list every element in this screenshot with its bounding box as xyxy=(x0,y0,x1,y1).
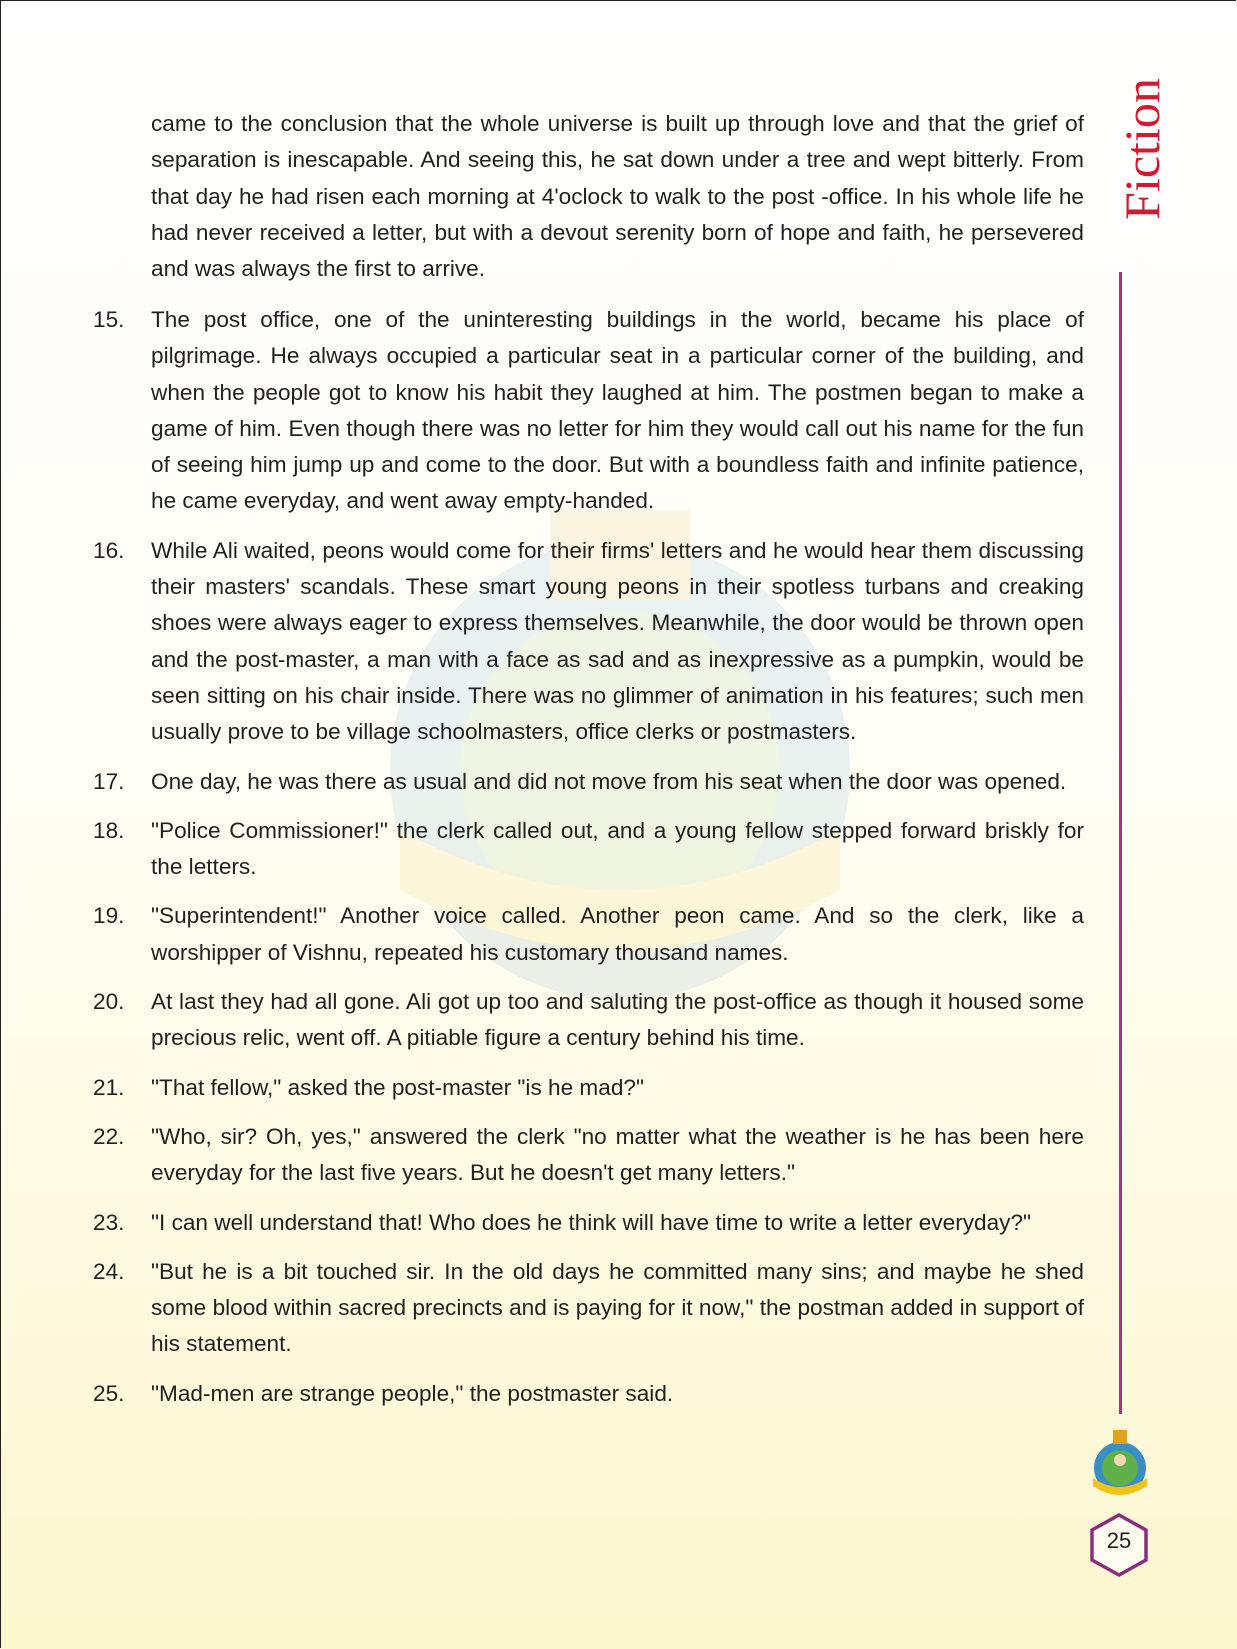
item-text: One day, he was there as usual and did not move from his seat when the door was opened. xyxy=(151,768,1067,794)
list-item xyxy=(93,533,1084,751)
item-number: 20. xyxy=(93,989,125,1015)
page-number: 25 xyxy=(1106,1528,1132,1553)
item-text: "I can well understand that! Who does he think will have time to write a letter everyday?" xyxy=(151,1209,1032,1235)
item-number: 17. xyxy=(93,768,125,794)
item-number: 16. xyxy=(93,537,125,563)
item-text: While Ali waited, peons would come for their firms' letters and he would hear them discussing their masters' scandals. These smart young peons in their spotless turbans and creaking shoes were always eager to express themselves. Meanwhile, the door would be thrown open and the post-master, a man with a face as sad and as inexpressive as a pumpkin, would be seen sitting on his chair inside. There was no glimmer of animation in his features; such men usually prove to be village schoolmasters, office clerks or postmasters. xyxy=(151,537,1084,745)
item-number: 18. xyxy=(93,817,125,843)
side-divider-line xyxy=(1119,272,1122,1414)
intro-paragraph: came to the conclusion that the whole universe is built up through love and that the grief of separation is inescapable. And seeing this, he sat down under a tree and wept bitterly. From that day he had risen each morning at 4'oclock to walk to the post -office. In his whole life he had never received a letter, but with a devout serenity born of hope and faith, he persevered and was always the first to arrive. xyxy=(151,111,1084,282)
section-label-text: Fiction xyxy=(1114,78,1170,220)
school-logo-icon xyxy=(1085,1420,1155,1510)
item-number: 19. xyxy=(93,903,125,929)
list-item xyxy=(93,1119,1084,1192)
list-item xyxy=(93,813,1084,886)
item-number: 25. xyxy=(93,1380,125,1406)
list-item xyxy=(93,1205,1084,1241)
item-number: 15. xyxy=(93,307,125,332)
list-item xyxy=(93,1070,1084,1106)
item-number: 21. xyxy=(93,1074,125,1100)
item-text: At last they had all gone. Ali got up too and saluting the post-office as though it housed some precious relic, went off. A pitiable figure a century behind his time. xyxy=(151,989,1084,1051)
item-text: "Who, sir? Oh, yes," answered the clerk "no matter what the weather is he has been here everyday for the last five years. But he doesn't get many letters." xyxy=(151,1123,1084,1186)
list-item xyxy=(93,764,1084,800)
item-number: 24. xyxy=(93,1258,125,1284)
list-item xyxy=(93,984,1084,1057)
item-number: 22. xyxy=(93,1123,125,1149)
list-item xyxy=(93,302,1084,520)
item-text: The post office, one of the uninteresting buildings in the world, became his place of pilgrimage. He always occupied a particular seat in a particular corner of the building, and when the people got to know his habit they laughed at him. The postmen began to make a game of him. Even though there was no letter for him they would call out his name for the fun of seeing him jump up and come to the door. But with a boundless faith and infinite patience, he came everyday, and went away empty-handed. xyxy=(151,307,1084,514)
item-text: "Mad-men are strange people," the postmaster said. xyxy=(151,1380,674,1406)
numbered-paragraph-list xyxy=(93,302,1084,1425)
item-number: 23. xyxy=(93,1209,125,1235)
item-text: "That fellow," asked the post-master "is he mad?" xyxy=(151,1074,644,1100)
item-text: "But he is a bit touched sir. In the old days he committed many sins; and maybe he shed some blood within sacred precincts and is paying for it now," the postman added in support of his statement. xyxy=(151,1258,1084,1357)
list-item xyxy=(93,898,1084,971)
item-text: "Superintendent!" Another voice called. Another peon came. And so the clerk, like a worshipper of Vishnu, repeated his customary thousand names. xyxy=(151,903,1084,965)
list-item xyxy=(93,1254,1084,1363)
item-text: "Police Commissioner!" the clerk called out, and a young fellow stepped forward briskly for the letters. xyxy=(151,817,1084,880)
list-item xyxy=(93,1376,1084,1412)
